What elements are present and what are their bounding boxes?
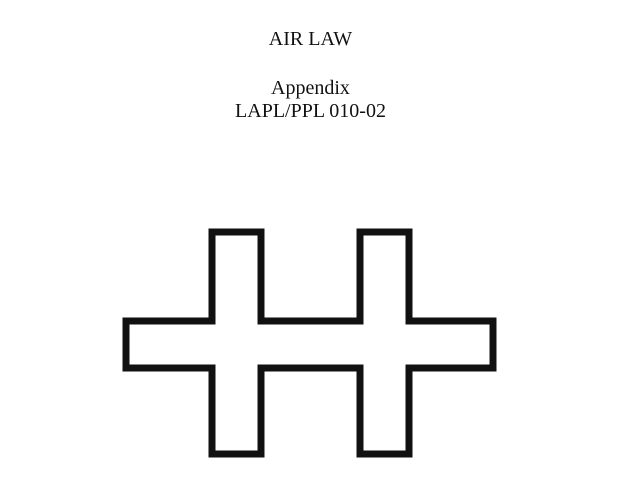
double-cross-outline: [126, 232, 493, 454]
document-title: AIR LAW: [268, 28, 353, 50]
appendix-label: Appendix: [271, 77, 350, 99]
appendix-reference: LAPL/PPL 010-02: [235, 100, 386, 122]
